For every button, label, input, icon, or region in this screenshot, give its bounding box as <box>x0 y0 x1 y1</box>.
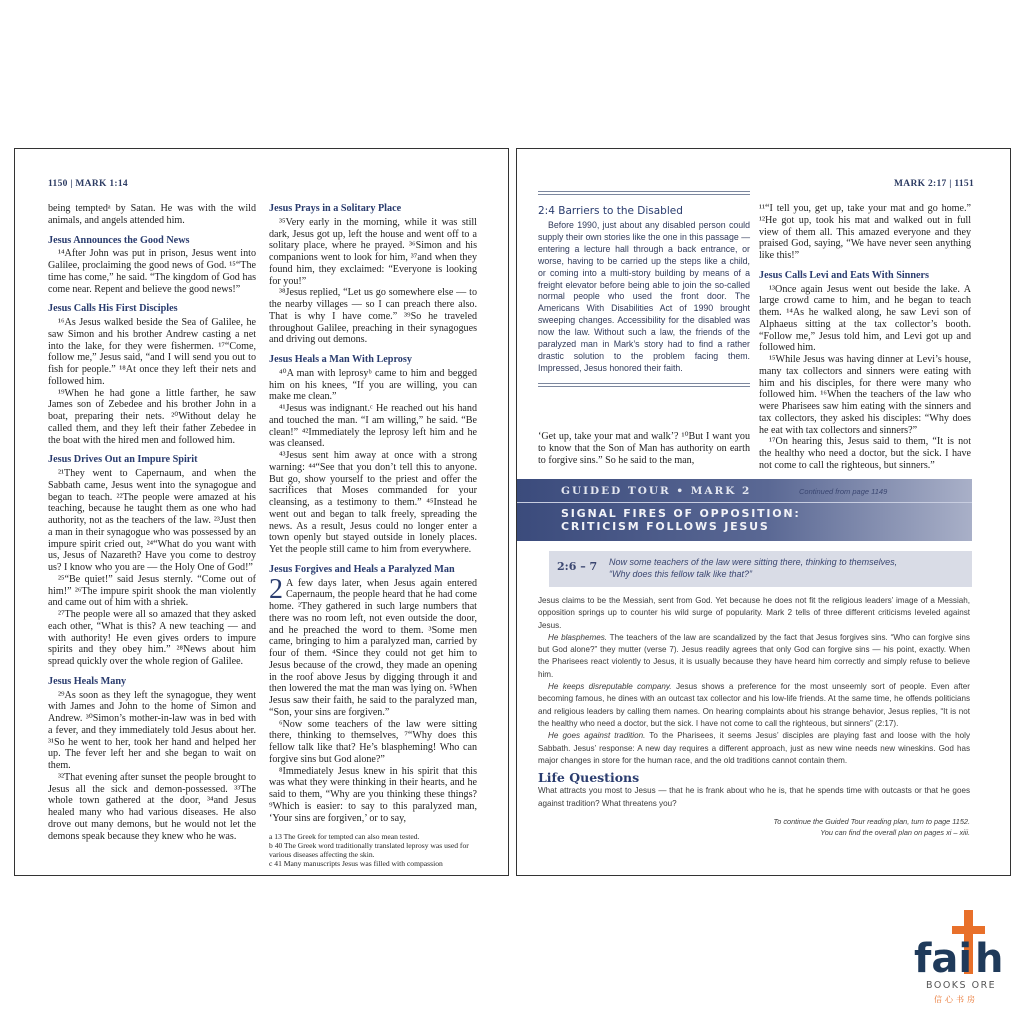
scripture-paragraph: ¹⁶As Jesus walked beside the Sea of Galilee, he saw Simon and his brother Andrew casting a net into the lake, for they were fishermen. ¹⁷“Come, follow me,” Jesus said, “and I will send you out to fish for people.” ¹⁸At once they left their nets and followed him. <box>48 317 256 387</box>
left-column-1 <box>48 203 256 842</box>
sidebar-title: 2:4 Barriers to the Disabled <box>538 205 683 217</box>
continued-note: Continued from page 1149 <box>799 487 888 496</box>
footer-line: You can find the overall plan on pages xi – xiii. <box>820 828 970 838</box>
sidebar-box <box>538 191 750 387</box>
faith-bookstore-logo <box>912 908 1012 1008</box>
guided-tour-title <box>561 507 801 533</box>
section-heading: Jesus Heals a Man With Leprosy <box>269 354 412 365</box>
intro-paragraph: Jesus claims to be the Messiah, sent from God. Yet because he does not fit the religious leaders’ image of a Messiah, opposition springs up to counter his wild surge of popularity. Mark 2 tells of three different criticisms leveled against Jesus. <box>538 596 970 630</box>
criticism-text: The teachers of the law are scandalized by the fact that Jesus forgives sins. “Who can forgive sins but God alone?” they mutter (verse 7). Jesus readily agrees that only God can forgive sins — his point, exactly. When the Pharisees react violently to Jesus, it is usually because they have heard him correctly and simply refuse to believe him. <box>538 632 970 679</box>
verse-reference: 2:6 – 7 <box>557 560 598 573</box>
scripture-paragraph: ¹⁴After John was put in prison, Jesus went into Galilee, proclaiming the good news of God. ¹⁵“The time has come,” he said. “The kingdom of God has come near. Repent and believe the good news!” <box>48 248 256 295</box>
reading-plan-note <box>538 816 970 838</box>
scripture-paragraph: ‘Get up, take your mat and walk’? ¹⁰But I want you to know that the Son of Man has authority on earth to forgive sins.” So he said to the man, <box>538 431 750 466</box>
page-header: MARK 2:17 | 1151 <box>894 179 974 189</box>
svg-text:BOOKS ORE: BOOKS ORE <box>926 980 997 991</box>
scripture-paragraph: ⁴³Jesus sent him away at once with a strong warning: ⁴⁴“See that you don’t tell this to anyone. But go, show yourself to the priest and offer the sacrifices that Moses commanded for your cleansing, as a testimony to them.” ⁴⁵Instead he went out and began to talk freely, spreading the news. As a result, Jesus could no longer enter a town openly but stayed outside in lonely places. Yet the people still came to him from everywhere. <box>269 450 477 555</box>
criticism-text: To the Pharisees, it seems Jesus’ disciples are playing fast and loose with the holy Sabbath. Jesus’ response: A new day requires a different approach, just as new wine needs new wineskins. God has major changes in store for the human race, and the old traditions cannot contain them. <box>538 731 970 765</box>
footnotes <box>269 832 477 868</box>
scripture-paragraph: ²⁹As soon as they left the synagogue, they went with James and John to the home of Simon and Andrew. ³⁰Simon’s mother-in-law was in bed with a fever, and they immediately told Jesus about her. ³¹So he went to her, took her hand and helped her up. The fever left her and she began to wait on them. <box>48 689 256 771</box>
life-questions-text: What attracts you most to Jesus — that he is frank about who he is, that he spends time with outcasts or that he goes against tradition? What threatens you? <box>538 786 970 808</box>
section-heading: Jesus Forgives and Heals a Paralyzed Man <box>269 563 455 575</box>
criticism-paragraph <box>538 632 970 681</box>
footnote: b 40 The Greek word traditionally translated leprosy was used for various diseases affecting the skin. <box>269 841 469 860</box>
left-column-2 <box>269 203 477 868</box>
scripture-paragraph: ²⁷The people were all so amazed that they asked each other, “What is this? A new teaching — and with authority! He even gives orders to impure spirits and they obey him.” ²⁸News about him spread quickly over the whole region of Galilee. <box>48 609 256 667</box>
footnote: a 13 The Greek for tempted can also mean tested. <box>269 832 420 842</box>
guided-tour-body <box>538 595 970 838</box>
guided-tour-banner <box>517 479 972 541</box>
cross-logo-icon <box>912 908 1012 1008</box>
scripture-paragraph: ¹⁵While Jesus was having dinner at Levi’s house, many tax collectors and sinners were eating with him and his disciples, for there were many who followed him. ¹⁶When the teachers of the law who were Pharisees saw him eating with the sinners and tax collectors, they asked his disciples: “Why does he eat with tax collectors and sinners?” <box>759 354 971 436</box>
svg-text:信心书房: 信心书房 <box>934 995 978 1004</box>
scripture-paragraph: ³²That evening after sunset the people brought to Jesus all the sick and demon-possessed. ³³The whole town gathered at the door, ³⁴and Jesus healed many who had various diseases. He also drove out many demons, but he would not let the demons speak because they knew who he was. <box>48 771 256 842</box>
scripture-paragraph: being temptedᵃ by Satan. He was with the wild animals, and angels attended him. <box>48 203 256 226</box>
banner-divider <box>517 502 972 503</box>
section-heading: Jesus Drives Out an Impure Spirit <box>48 454 198 466</box>
guided-tour-label: GUIDED TOUR • MARK 2 <box>561 485 752 497</box>
scripture-paragraph: ¹¹“I tell you, get up, take your mat and go home.” ¹²He got up, took his mat and walked out in full view of them all. This amazed everyone and they praised God, saying, “We have never seen anything like this!” <box>759 203 971 261</box>
criticism-paragraph <box>538 681 970 730</box>
section-heading: Jesus Calls His First Disciples <box>48 303 178 315</box>
section-heading: Jesus Heals Many <box>48 675 127 687</box>
scripture-paragraph: ³⁸Jesus replied, “Let us go somewhere else — to the nearby villages — so I can preach there also. That is why I have come.” ³⁹So he traveled throughout Galilee, preaching in their synagogues and driving out demons. <box>269 287 477 346</box>
scripture-paragraph: ²⁵“Be quiet!” said Jesus sternly. “Come out of him!” ²⁶The impure spirit shook the man violently and came out of him with a shriek. <box>48 573 256 609</box>
right-column-1 <box>538 431 750 466</box>
scripture-paragraph: ¹⁹When he had gone a little farther, he saw James son of Zebedee and his brother John in a boat, preparing their nets. ²⁰Without delay he called them, and they left their father Zebedee in the boat with the hired men and followed him. <box>48 387 256 446</box>
sidebar-body: Before 1990, just about any disabled person could supply their own stories like the one in this passage — entering a lecture hall through a back entrance, or worse, having to be carried up the steps like a child, or coming into a multi-story building by means of a freight elevator before being able to join the so-called normal people who used the front door. The Americans With Disabilities Act of 1990 brought sweeping changes. Accessibility for the disabled was now the law. Without such a law, the friends of the paralyzed man in Mark’s story had to find a rather drastic solution to the problem facing them. Impressed, Jesus honored their faith. <box>538 220 750 373</box>
chapter-number: 2 <box>269 573 283 605</box>
criticism-lead: He goes against tradition. <box>548 731 646 741</box>
left-page <box>14 148 509 876</box>
title-line: CRITICISM FOLLOWS JESUS <box>561 520 770 533</box>
right-page <box>516 148 1011 876</box>
life-questions-heading: Life Questions <box>538 770 640 786</box>
scripture-paragraph: ⁴¹Jesus was indignant.ᶜ He reached out his hand and touched the man. “I am willing,” he said. “Be clean!” ⁴²Immediately the leprosy left him and he was cleansed. <box>269 403 477 450</box>
logo-wordmark: fai <box>914 936 973 982</box>
scripture-paragraph: ³⁵Very early in the morning, while it was still dark, Jesus got up, left the house and went off to a solitary place, where he prayed. ³⁶Simon and his companions went to look for him, ³⁷and when they found him, they exclaimed: “Everyone is looking for you!” <box>269 216 477 287</box>
scripture-paragraph: ²¹They went to Capernaum, and when the Sabbath came, Jesus went into the synagogue and began to teach. ²²The people were amazed at his teaching, because he taught them as one who had authority, not as the teachers of the law. ²³Just then a man in their synagogue who was possessed by an impure spirit cried out, ²⁴“What do you want with us, Jesus of Nazareth? Have you come to destroy us? I know who you are — the Holy One of God!” <box>48 468 256 573</box>
svg-text:h: h <box>975 936 1004 982</box>
right-column-2 <box>759 203 971 472</box>
scripture-paragraph: ⁴⁰A man with leprosyᵇ came to him and begged him on his knees, “If you are willing, you can make me clean.” <box>269 367 477 403</box>
scripture-paragraph: ⁶Now some teachers of the law were sitting there, thinking to themselves, ⁷“Why does this fellow talk like that? He’s blaspheming! Who can forgive sins but God alone?” <box>269 718 477 765</box>
paragraph-text: A few days later, when Jesus again entered Capernaum, the people heard that he had come home. ²They gathered in such large numbers that there was no room left, not even outside the door, and he preached the word to them. ³Some men came, bringing to him a paralyzed man, carried by four of them. ⁴Since they could not get him to Jesus because of the crowd, they made an opening in the roof above Jesus by digging through it and then lowered the mat the man was lying on. ⁵When Jesus saw their faith, he said to the paralyzed man, “Son, your sins are forgiven.” <box>269 577 477 718</box>
quote-line: Now some teachers of the law were sitting there, thinking to themselves, <box>609 557 898 567</box>
verse-callout <box>549 551 972 587</box>
criticism-paragraph <box>538 730 970 767</box>
footnote: c 41 Many manuscripts Jesus was filled with compassion <box>269 859 443 869</box>
page-header: 1150 | MARK 1:14 <box>48 179 128 189</box>
section-heading: Jesus Announces the Good News <box>48 234 190 246</box>
section-heading: Jesus Prays in a Solitary Place <box>269 203 402 214</box>
scripture-paragraph: ⁸Immediately Jesus knew in his spirit that this was what they were thinking in their hearts, and he said to them, “Why are you thinking these things? ⁹Which is easier: to say to this paralyzed man, ‘Your sins are forgiven,’ or to say, <box>269 765 477 824</box>
scripture-paragraph: ¹⁷On hearing this, Jesus said to them, “It is not the healthy who need a doctor, but the sick. I have not come to call the righteous, but sinners.” <box>759 436 971 471</box>
quote-line: “Why does this fellow talk like that?” <box>609 569 753 579</box>
scripture-paragraph <box>269 573 477 719</box>
criticism-lead: He keeps disreputable company. <box>548 682 672 692</box>
section-heading: Jesus Calls Levi and Eats With Sinners <box>759 269 930 281</box>
criticism-lead: He blasphemes. <box>548 632 608 642</box>
title-line: SIGNAL FIRES OF OPPOSITION: <box>561 507 801 520</box>
criticism-text: Jesus shows a preference for the most unseemly sort of people. Even after becoming famous, he dines with an outcast tax collector and his low-life friends. At the same time, he offends politicians and religious leaders by calling them names. On hearing complaints about his strange behavior, Jesus replies, “It is not the healthy who need a doctor, but the sick. I have not come to call the righteous, but sinners” (2:17). <box>538 682 970 728</box>
verse-quote <box>609 556 897 580</box>
footer-line: To continue the Guided Tour reading plan, turn to page 1152. <box>773 817 970 827</box>
scripture-paragraph: ¹³Once again Jesus went out beside the lake. A large crowd came to him, and he began to teach them. ¹⁴As he walked along, he saw Levi son of Alphaeus sitting at the tax collector’s booth. “Follow me,” Jesus told him, and Levi got up and followed him. <box>759 283 971 354</box>
